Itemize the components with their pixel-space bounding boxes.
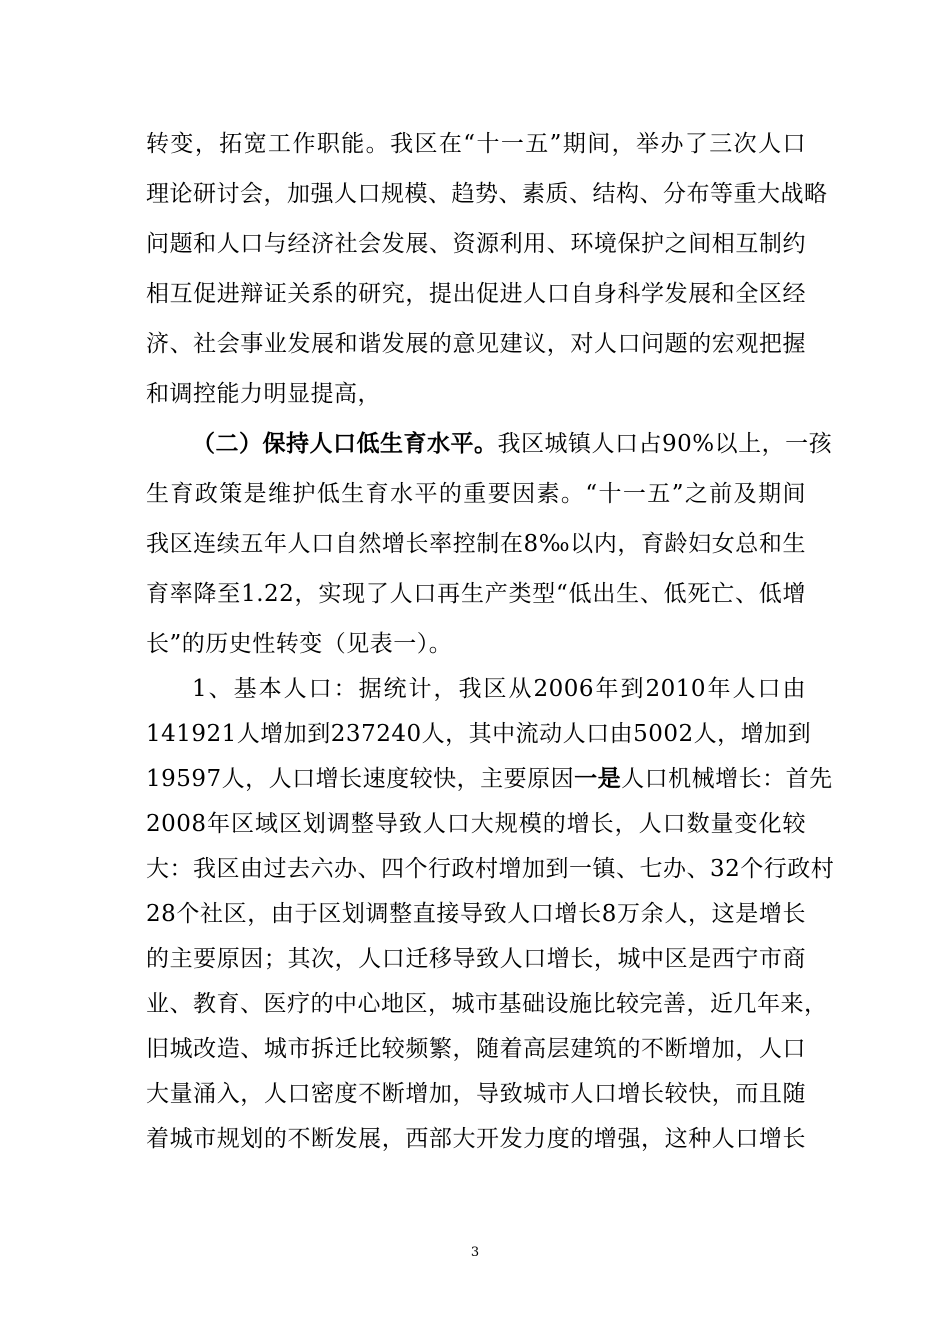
section-heading: （二）保持人口低生育水平。 [192,430,498,457]
paragraph-line: 141921人增加到237240人，其中流动人口由5002人，增加到 [146,721,812,747]
paragraph-line: 1、基本人口：据统计，我区从2006年到2010年人口由 [192,676,806,702]
paragraph-line: 的主要原因；其次，人口迁移导致人口增长，城中区是西宁市商 [146,946,806,972]
paragraph-line: 理论研讨会，加强人口规模、趋势、素质、结构、分布等重大战略 [146,181,828,207]
paragraph-line: 长”的历史性转变（见表一）。 [146,631,453,657]
paragraph-line: 济、社会事业发展和谐发展的意见建议，对人口问题的宏观把握 [146,331,806,357]
paragraph-line: 28个社区，由于区划调整直接导致人口增长8万余人，这是增长 [146,901,806,927]
paragraph-line [146,756,833,802]
paragraph-line: 旧城改造、城市拆迁比较频繁，随着高层建筑的不断增加，人口 [146,1036,806,1062]
emphasis-text: 一是 [574,765,622,792]
paragraph-text: 人口机械增长：首先 [621,766,833,792]
paragraph-text: 我区城镇人口占90%以上，一孩 [497,431,833,457]
paragraph-line: 2008年区域区划调整导致人口大规模的增长，人口数量变化较 [146,811,806,837]
paragraph-line: 生育政策是维护低生育水平的重要因素。“十一五”之前及期间 [146,481,806,507]
paragraph-line: 问题和人口与经济社会发展、资源利用、环境保护之间相互制约 [146,231,806,257]
paragraph-line: 大量涌入，人口密度不断增加，导致城市人口增长较快，而且随 [146,1081,806,1107]
paragraph-text: 19597人，人口增长速度较快，主要原因 [146,766,575,792]
paragraph-line: 业、教育、医疗的中心地区，城市基础设施比较完善，近几年来， [146,991,828,1017]
paragraph-line: 育率降至1.22，实现了人口再生产类型“低出生、低死亡、低增 [146,581,806,607]
paragraph-line: 着城市规划的不断发展，西部大开发力度的增强，这种人口增长 [146,1126,806,1152]
paragraph-line: 我区连续五年人口自然增长率控制在8‰以内，育龄妇女总和生 [146,531,806,557]
paragraph-line: 和调控能力明显提高， [146,381,381,407]
paragraph-line [192,421,833,467]
paragraph-line: 大：我区由过去六办、四个行政村增加到一镇、七办、32个行政村 [146,856,835,882]
paragraph-line: 转变，拓宽工作职能。我区在“十一五”期间，举办了三次人口 [146,131,806,157]
paragraph-line: 相互促进辩证关系的研究，提出促进人口自身科学发展和全区经 [146,281,806,307]
page-number: 3 [470,1245,480,1260]
